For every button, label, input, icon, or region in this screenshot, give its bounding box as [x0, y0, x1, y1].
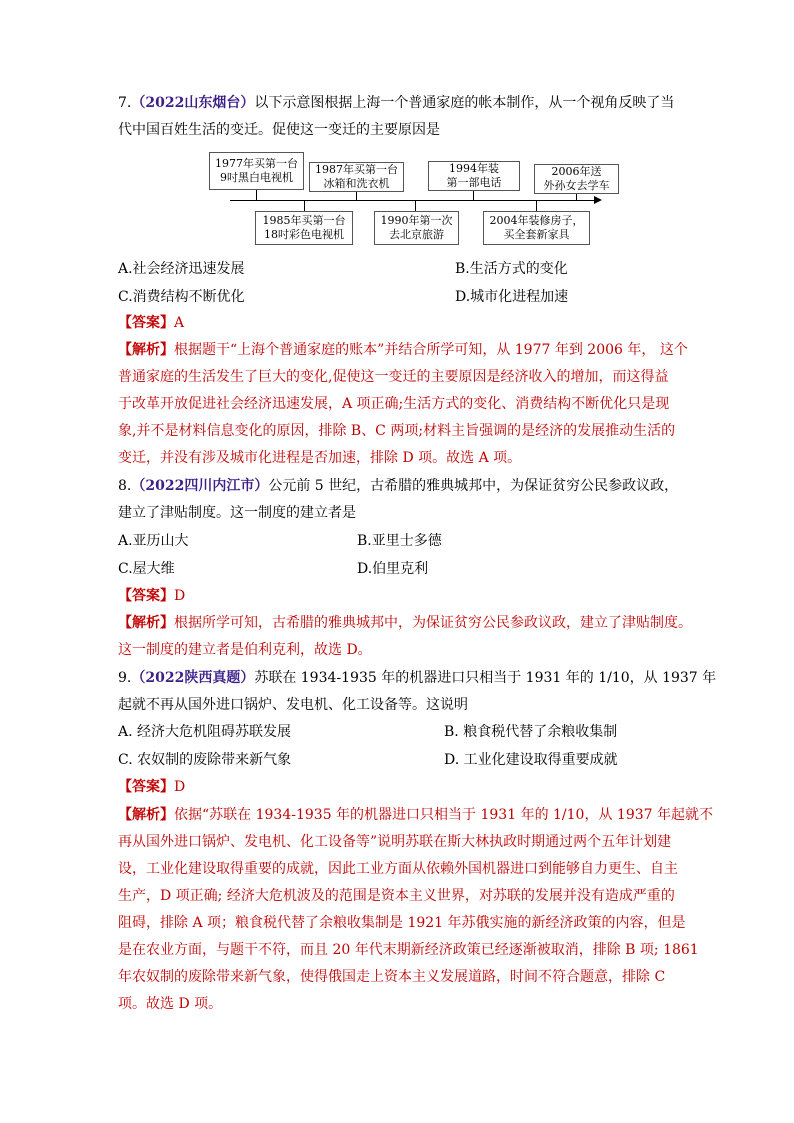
q9-source: （2022陕西真题） [131, 670, 255, 686]
timeline-tick [536, 200, 537, 211]
q7-stem-line2: 代中国百姓生活的变迁。促使这一变迁的主要原因是 [118, 122, 440, 138]
answer-value: D [174, 779, 186, 795]
event-line: 1977年买第一台 [215, 157, 298, 170]
q8-option-d[interactable]: D.伯里克利 [357, 561, 429, 577]
q8-stem-line2: 建立了津贴制度。这一制度的建立者是 [118, 505, 356, 521]
analysis-text: 依据“苏联在 1934-1935 年的机器进口只相当于 1931 年的 1/10，从 1937 年起就不 [174, 807, 713, 823]
q8-stem-text1: 公元前 5 世纪，古希腊的雅典城邦中，为保证贫穷公民参政议政， [268, 478, 679, 494]
analysis-tag: 【解析】 [118, 615, 174, 631]
event-line: 去北京旅游 [389, 228, 444, 241]
event-line: 2004年装修房子， [489, 214, 584, 227]
q9-analysis-line [118, 805, 713, 825]
q7-stem-line1 [118, 93, 674, 113]
timeline-tick [304, 200, 305, 211]
answer-tag: 【答案】 [118, 588, 174, 604]
q9-analysis-line: 再从国外进口锅炉、发电机、化工设备等”说明苏联在斯大林执政时期通过两个五年计划建 [118, 834, 672, 850]
q7-analysis-line: 变迁，并没有涉及城市化进程是否加速，排除 D 项。故选 A 项。 [118, 450, 522, 466]
q9-number: 9. [118, 670, 132, 686]
event-line: 1985年买第一台 [262, 214, 346, 227]
event-line: 买全套新家具 [503, 228, 570, 241]
q7-option-c[interactable]: C.消费结构不断优化 [118, 289, 245, 305]
timeline-tick [256, 189, 257, 200]
analysis-tag: 【解析】 [118, 807, 174, 823]
answer-tag: 【答案】 [118, 315, 174, 331]
q7-analysis-line: 普通家庭的生活发生了巨大的变化,促使这一变迁的主要原因是经济收入的增加，而这得益 [118, 369, 669, 385]
q8-option-b[interactable]: B.亚里士多德 [357, 533, 442, 549]
event-line: 9吋黑白电视机 [220, 171, 293, 184]
analysis-tag: 【解析】 [118, 342, 174, 358]
event-line: 外孙女去学车 [543, 179, 610, 192]
timeline-tick [415, 200, 416, 211]
q9-option-a[interactable]: A. 经济大危机阻碍苏联发展 [118, 724, 292, 740]
q7-number: 7. [118, 95, 132, 111]
timeline-event-1994 [428, 161, 520, 191]
q9-stem-line1 [118, 668, 716, 688]
timeline-event-1977 [209, 152, 304, 190]
q7-option-a[interactable]: A.社会经济迅速发展 [118, 261, 245, 277]
q7-analysis-line: 象,并不是材料信息变化的原因，排除 B、C 两项;材料主旨强调的是经济的发展推动生活的 [118, 423, 676, 439]
answer-value: D [174, 588, 186, 604]
event-line: 18吋彩色电视机 [264, 228, 344, 241]
event-line: 1987年买第一台 [315, 163, 398, 176]
q9-analysis-line: 是在农业方面，与题干不符，而且 20 年代末期新经济政策已经逐渐被取消，排除 B 项; 1861 [118, 942, 699, 958]
answer-tag: 【答案】 [118, 779, 174, 795]
q8-analysis-line [118, 613, 692, 633]
q9-stem-text1: 苏联在 1934-1935 年的机器进口只相当于 1931 年的 1/10，从 1937 年 [254, 670, 717, 686]
q9-option-d[interactable]: D. 工业化建设取得重要成就 [444, 752, 618, 768]
q7-source: （2022山东烟台） [131, 95, 255, 111]
event-line: 1994年装 [449, 162, 499, 175]
q8-option-a[interactable]: A.亚历山大 [118, 533, 189, 549]
event-line: 1990年第一次 [380, 214, 453, 227]
q8-source: （2022四川内江市） [131, 478, 269, 494]
q9-analysis-line: 年农奴制的废除带来新气象，使得俄国走上资本主义发展道路，时间不符合题意，排除 C [118, 969, 666, 985]
q9-stem-line2: 起就不再从国外进口锅炉、发电机、化工设备等。这说明 [118, 697, 468, 713]
q9-analysis-line: 项。故选 D 项。 [118, 996, 223, 1012]
event-line: 冰箱和洗衣机 [323, 177, 390, 190]
timeline-event-1990 [374, 211, 459, 245]
q8-number: 8. [118, 478, 132, 494]
analysis-text: 根据所学可知，古希腊的雅典城邦中，为保证贫穷公民参政议政，建立了津贴制度。 [174, 615, 692, 631]
q7-option-d[interactable]: D.城市化进程加速 [455, 289, 569, 305]
timeline-tick [576, 193, 577, 200]
q9-option-c[interactable]: C. 农奴制的废除带来新气象 [118, 752, 292, 768]
q8-answer [118, 586, 185, 606]
q8-stem-line1 [118, 476, 678, 496]
q9-analysis-line: 设，工业化建设取得重要的成就，因此工业方面从依赖外国机器进口到能够自力更生、自主 [118, 861, 678, 877]
answer-value: A [174, 315, 185, 331]
timeline-arrow-icon [594, 196, 602, 204]
q9-analysis-line: 生产，D 项正确; 经济大危机波及的范围是资本主义世界，对苏联的发展并没有造成严重的 [118, 888, 675, 904]
q8-analysis-line: 这一制度的建立者是伯利克利，故选 D。 [118, 642, 372, 658]
q7-analysis-line [118, 340, 688, 360]
q7-answer [118, 313, 184, 333]
timeline-event-1987 [309, 162, 404, 192]
q9-option-b[interactable]: B. 粮食税代替了余粮收集制 [444, 724, 618, 740]
q8-option-c[interactable]: C.屋大维 [118, 561, 175, 577]
q7-analysis-line: 于改革开放促进社会经济迅速发展，A 项正确;生活方式的变化、消费结构不断优化只是现 [118, 396, 670, 412]
timeline-axis [230, 200, 596, 201]
q9-analysis-line: 阻碍，排除 A 项；粮食税代替了余粮收集制是 1921 年苏俄实施的新经济政策的内容，但是 [118, 915, 686, 931]
q7-stem-text1: 以下示意图根据上海一个普通家庭的帐本制作，从一个视角反映了当 [254, 95, 675, 111]
event-line: 第一部电话 [446, 176, 502, 189]
timeline-event-2004 [483, 211, 590, 245]
event-line: 2006年送 [551, 165, 602, 178]
q7-option-b[interactable]: B.生活方式的变化 [455, 261, 568, 277]
analysis-text: 根据题干“上海个普通家庭的账本”并结合所学可知，从 1977 年到 2006 年， 这个 [174, 342, 688, 358]
timeline-event-1985 [255, 211, 353, 245]
timeline-event-2006 [534, 164, 619, 194]
q9-answer [118, 777, 185, 797]
